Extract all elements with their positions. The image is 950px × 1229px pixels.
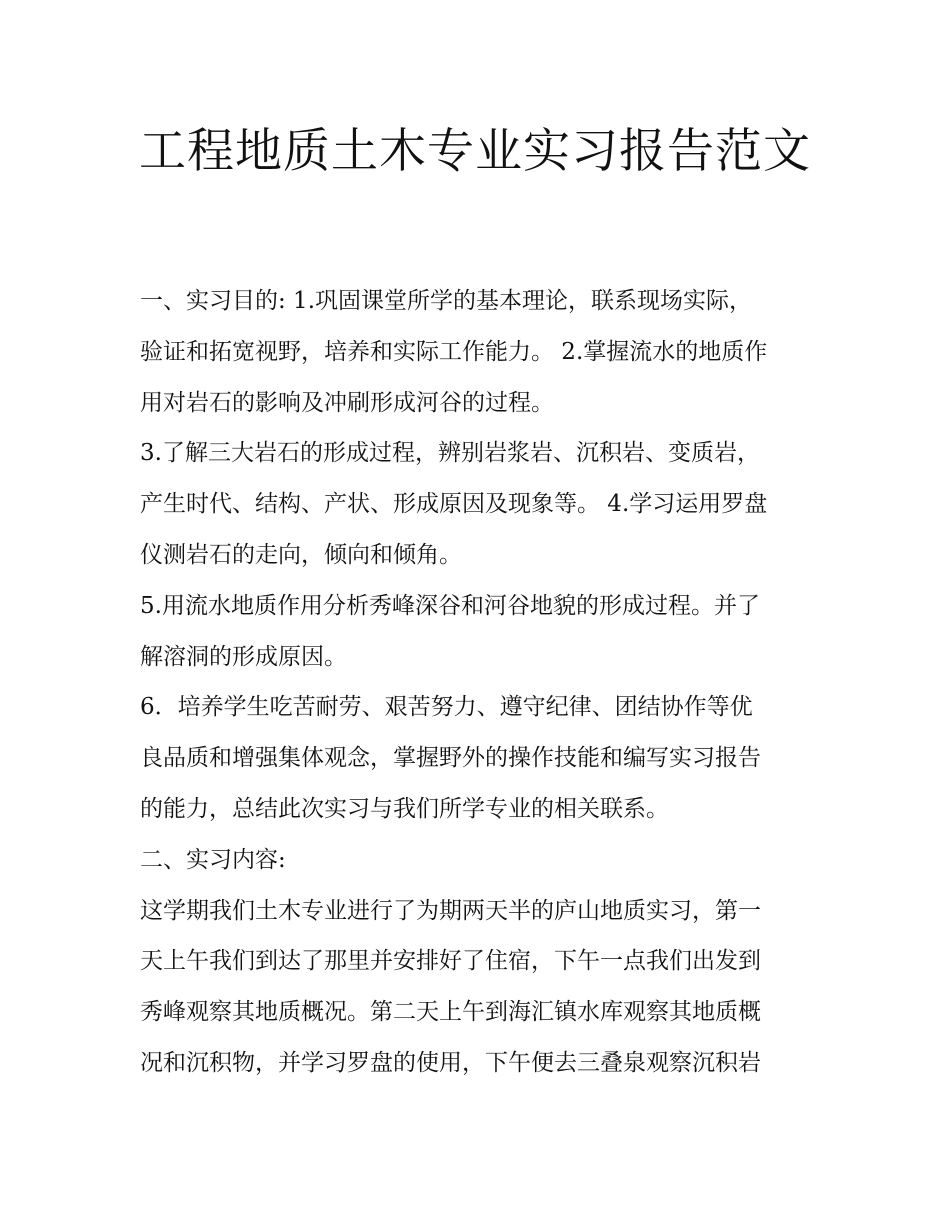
body-line: 仪测岩石的走向，倾向和倾角。 bbox=[140, 541, 462, 568]
body-line: 秀峰观察其地质概况。第二天上午到海汇镇水库观察其地质概 bbox=[140, 999, 761, 1026]
body-line: 的能力，总结此次实习与我们所学专业的相关联系。 bbox=[140, 795, 669, 822]
body-line: 天上午我们到达了那里并安排好了住宿，下午一点我们出发到 bbox=[140, 948, 761, 975]
body-line: 用对岩石的影响及冲刷形成河谷的过程。 bbox=[140, 389, 554, 416]
body-line: 解溶洞的形成原因。 bbox=[140, 643, 347, 670]
document-title: 工程地质土木专业实习报告范文 bbox=[139, 124, 811, 179]
body-line: 产生时代、结构、产状、形成原因及现象等。 4.学习运用罗盘 bbox=[140, 491, 768, 518]
body-line: 5.用流水地质作用分析秀峰深谷和河谷地貌的形成过程。并了 bbox=[140, 592, 760, 619]
body-line: 6．培养学生吃苦耐劳、艰苦努力、遵守纪律、团结协作等优 bbox=[140, 694, 753, 721]
document-body bbox=[140, 276, 820, 1089]
body-line: 这学期我们土木专业进行了为期两天半的庐山地质实习，第一 bbox=[140, 897, 761, 924]
body-line: 一、实习目的: 1.巩固课堂所学的基本理论，联系现场实际， bbox=[140, 288, 753, 314]
body-line: 验证和拓宽视野，培养和实际工作能力。 2.掌握流水的地质作 bbox=[140, 338, 768, 365]
section-heading: 二、实习内容: bbox=[140, 846, 286, 873]
body-line: 况和沉积物，并学习罗盘的使用，下午便去三叠泉观察沉积岩 bbox=[140, 1049, 761, 1076]
body-line: 3.了解三大岩石的形成过程，辨别岩浆岩、沉积岩、变质岩， bbox=[140, 440, 760, 467]
body-line: 良品质和增强集体观念，掌握野外的操作技能和编写实习报告 bbox=[140, 745, 761, 772]
